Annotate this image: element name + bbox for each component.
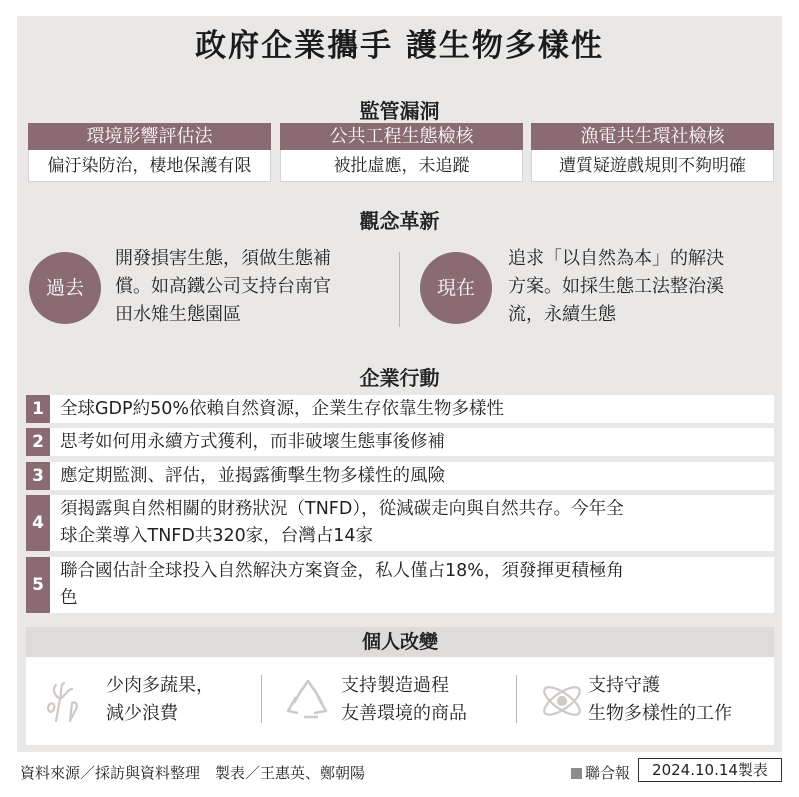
loophole-item xyxy=(531,123,774,182)
concept-heading: 觀念革新 xyxy=(359,209,440,233)
action-number: 4 xyxy=(26,495,50,551)
divider xyxy=(516,675,517,723)
action-text: 全球GDP約50%依賴自然資源，企業生存依靠生物多樣性 xyxy=(60,398,504,419)
divider xyxy=(261,675,262,723)
action-item xyxy=(26,495,774,551)
loophole-item xyxy=(28,123,271,182)
action-item xyxy=(26,428,774,456)
personal-text: 支持製造過程 友善環境的商品 xyxy=(341,675,467,724)
date-stamp: 2024.10.14製表 xyxy=(638,758,782,782)
brand-square-icon xyxy=(571,768,582,779)
atom-ecosystem-icon xyxy=(538,677,586,725)
recycle-icon xyxy=(284,677,332,725)
loophole-label: 環境影響評估法 xyxy=(28,123,271,150)
action-number: 5 xyxy=(26,557,50,613)
personal-text: 支持守護 生物多樣性的工作 xyxy=(588,675,732,724)
loophole-desc: 被批虛應，未追蹤 xyxy=(280,150,523,182)
action-item xyxy=(26,462,774,490)
divider xyxy=(399,252,400,327)
actions-heading: 企業行動 xyxy=(359,366,440,390)
action-number: 2 xyxy=(26,428,50,456)
action-text: 應定期監測、評估，並揭露衝擊生物多樣性的風險 xyxy=(60,465,445,486)
source-credit: 資料來源／採訪與資料整理 製表／王惠英、鄭朝陽 xyxy=(20,764,366,782)
loophole-desc: 偏汙染防治，棲地保護有限 xyxy=(28,150,271,182)
past-badge: 過去 xyxy=(29,252,101,324)
action-number: 3 xyxy=(26,462,50,490)
past-text: 開發損害生態，須做生態補 償。如高鐵公司支持台南官 田水雉生態園區 xyxy=(115,248,331,325)
personal-heading: 個人改變 xyxy=(26,627,774,657)
loophole-item xyxy=(280,123,523,182)
vegetable-icon xyxy=(40,677,88,725)
personal-box xyxy=(26,627,774,745)
personal-text: 少肉多蔬果， 減少浪費 xyxy=(106,675,214,724)
page-title: 政府企業攜手 護生物多樣性 xyxy=(195,28,604,64)
loophole-desc: 遭質疑遊戲規則不夠明確 xyxy=(531,150,774,182)
action-number: 1 xyxy=(26,395,50,423)
action-text: 聯合國估計全球投入自然解決方案資金，私人僅占18%，須發揮更積極角 色 xyxy=(60,561,624,608)
now-text: 追求「以自然為本」的解決 方案。如採生態工法整治溪 流，永續生態 xyxy=(508,248,724,325)
action-text: 思考如何用永續方式獲利，而非破壞生態事後修補 xyxy=(60,431,445,452)
action-text: 須揭露與自然相關的財務狀況（TNFD），從減碳走向與自然共存。今年全 球企業導入TNFD共320家，台灣占14家 xyxy=(60,499,624,546)
loopholes-heading: 監管漏洞 xyxy=(359,99,440,123)
loophole-label: 漁電共生環社檢核 xyxy=(531,123,774,150)
now-badge: 現在 xyxy=(420,252,492,324)
loophole-label: 公共工程生態檢核 xyxy=(280,123,523,150)
action-item xyxy=(26,395,774,423)
brand-label: 聯合報 xyxy=(571,762,630,783)
action-item xyxy=(26,557,774,613)
